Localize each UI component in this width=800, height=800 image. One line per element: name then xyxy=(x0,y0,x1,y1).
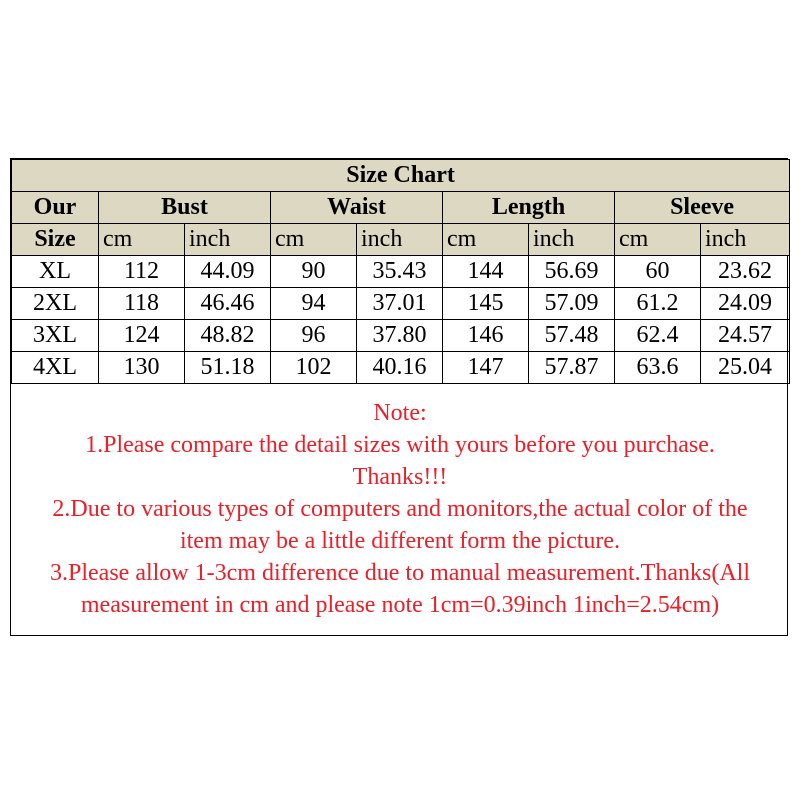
unit-cm-header: cm xyxy=(443,224,529,256)
note-line: 3.Please allow 1-3cm difference due to manual measurement.Thanks(All xyxy=(50,560,750,586)
waist-inch-cell: 37.80 xyxy=(357,320,443,352)
note-line: Thanks!!! xyxy=(352,464,448,490)
sleeve-cm-cell: 60 xyxy=(615,256,701,288)
length-inch-cell: 57.48 xyxy=(529,320,615,352)
length-cm-cell: 147 xyxy=(443,352,529,384)
waist-inch-cell: 40.16 xyxy=(357,352,443,384)
bust-inch-cell: 48.82 xyxy=(185,320,271,352)
size-cell: XL xyxy=(12,256,99,288)
table-row xyxy=(12,320,790,352)
length-inch-cell: 57.09 xyxy=(529,288,615,320)
sleeve-header: Sleeve xyxy=(615,192,790,224)
size-column-header: Our xyxy=(12,192,99,224)
note-line: 2.Due to various types of computers and monitors,the actual color of the xyxy=(52,496,748,522)
waist-cm-cell: 102 xyxy=(271,352,357,384)
unit-inch-header: inch xyxy=(185,224,271,256)
length-cm-cell: 144 xyxy=(443,256,529,288)
waist-header: Waist xyxy=(271,192,443,224)
size-cell: 4XL xyxy=(12,352,99,384)
bust-inch-cell: 51.18 xyxy=(185,352,271,384)
notes-block xyxy=(11,397,789,621)
sleeve-inch-cell: 24.09 xyxy=(701,288,790,320)
unit-inch-header: inch xyxy=(529,224,615,256)
bust-header: Bust xyxy=(99,192,271,224)
size-column-header-sub: Size xyxy=(12,224,99,256)
bust-inch-cell: 46.46 xyxy=(185,288,271,320)
size-chart-table xyxy=(11,159,790,384)
table-title: Size Chart xyxy=(12,160,790,192)
bust-cm-cell: 124 xyxy=(99,320,185,352)
waist-cm-cell: 90 xyxy=(271,256,357,288)
length-cm-cell: 145 xyxy=(443,288,529,320)
table-row xyxy=(12,288,790,320)
waist-inch-cell: 37.01 xyxy=(357,288,443,320)
bust-cm-cell: 118 xyxy=(99,288,185,320)
waist-inch-cell: 35.43 xyxy=(357,256,443,288)
sleeve-cm-cell: 62.4 xyxy=(615,320,701,352)
unit-cm-header: cm xyxy=(99,224,185,256)
table-row xyxy=(12,352,790,384)
note-line: 1.Please compare the detail sizes with yours before you purchase. xyxy=(85,432,715,458)
bust-cm-cell: 130 xyxy=(99,352,185,384)
unit-cm-header: cm xyxy=(271,224,357,256)
sleeve-cm-cell: 61.2 xyxy=(615,288,701,320)
note-line: item may be a little different form the picture. xyxy=(179,528,621,554)
size-cell: 2XL xyxy=(12,288,99,320)
sleeve-inch-cell: 23.62 xyxy=(701,256,790,288)
table-row xyxy=(12,256,790,288)
note-line: measurement in cm and please note 1cm=0.39inch 1inch=2.54cm) xyxy=(80,592,720,618)
bust-inch-cell: 44.09 xyxy=(185,256,271,288)
size-chart-panel xyxy=(10,158,788,636)
length-inch-cell: 57.87 xyxy=(529,352,615,384)
unit-cm-header: cm xyxy=(615,224,701,256)
unit-inch-header: inch xyxy=(701,224,790,256)
unit-inch-header: inch xyxy=(357,224,443,256)
sleeve-inch-cell: 25.04 xyxy=(701,352,790,384)
waist-cm-cell: 96 xyxy=(271,320,357,352)
size-cell: 3XL xyxy=(12,320,99,352)
waist-cm-cell: 94 xyxy=(271,288,357,320)
bust-cm-cell: 112 xyxy=(99,256,185,288)
sleeve-cm-cell: 63.6 xyxy=(615,352,701,384)
sleeve-inch-cell: 24.57 xyxy=(701,320,790,352)
length-cm-cell: 146 xyxy=(443,320,529,352)
length-header: Length xyxy=(443,192,615,224)
note-heading: Note: xyxy=(373,400,427,426)
length-inch-cell: 56.69 xyxy=(529,256,615,288)
